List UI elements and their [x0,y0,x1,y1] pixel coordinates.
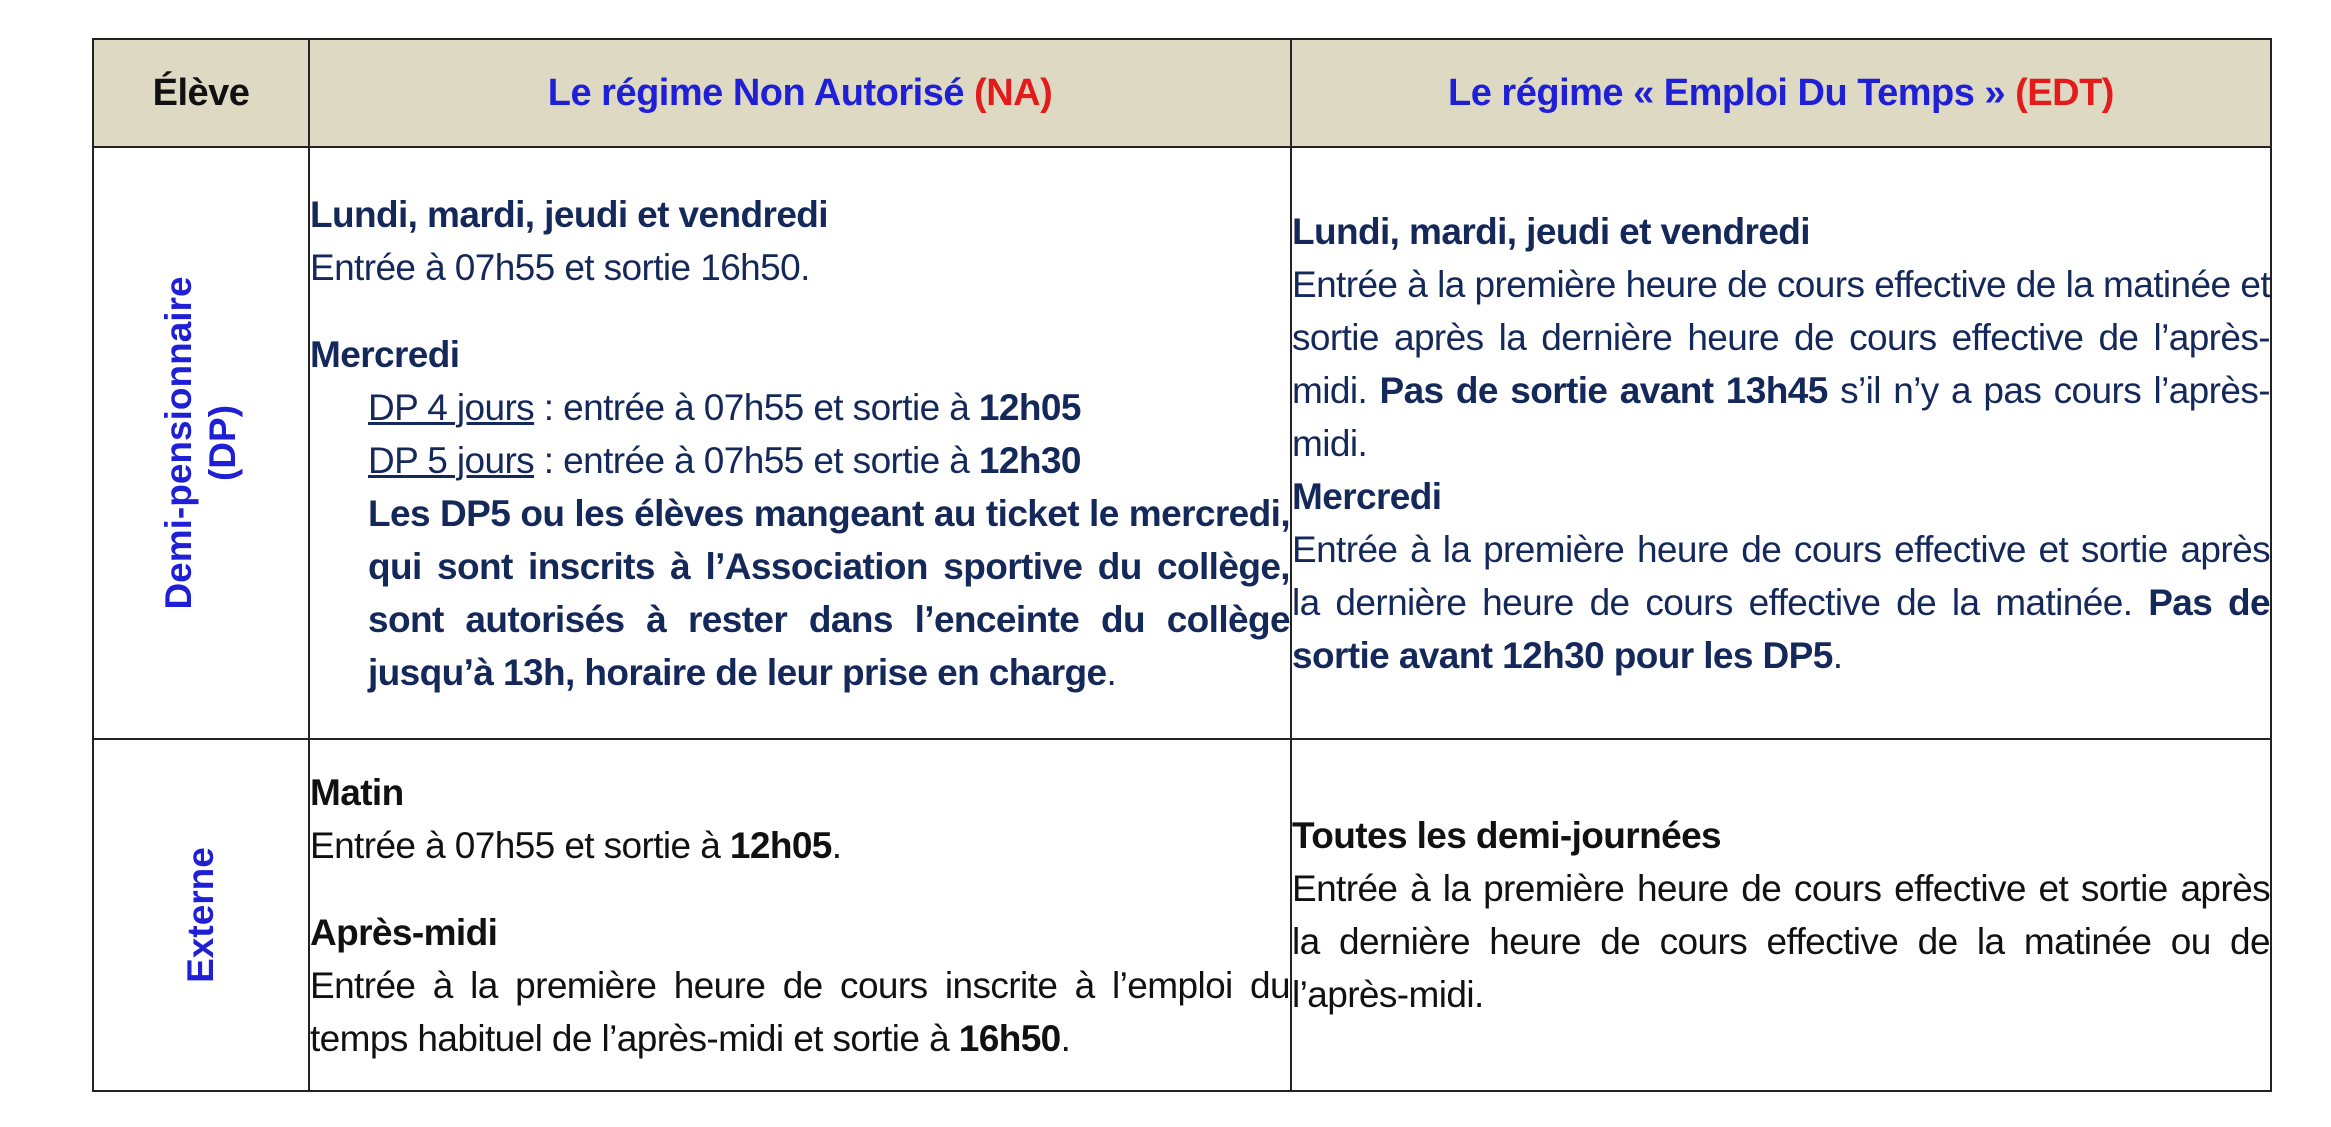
externe-na-afternoon-time: 16h50 [958,1017,1061,1059]
dp-edt-days-bold: Pas de sortie avant 13h45 [1379,369,1828,411]
dp-edt-wed-title: Mercredi [1292,475,1442,517]
header-regime-na [309,39,1291,147]
externe-na-afternoon-text: Entrée à la première heure de cours inscrite à l’emploi du temps habituel de l’après-midi et sortie à [310,964,1290,1059]
dp-edt-days-paragraph [1292,258,2270,470]
dp-edt-days-tail: s’il n’y a pas cours l’après-midi. [1292,369,2270,464]
regime-table [92,38,2272,1092]
dp-edt-wed-text: Entrée à la première heure de cours effective et sortie après la dernière heure de cours effective de la matinée. [1292,528,2270,623]
row-label-externe [93,739,309,1091]
header-row [93,39,2271,147]
dp4-label: DP 4 jours [368,386,535,428]
header-edt-code: (EDT) [2015,71,2114,114]
externe-na-morning-end: . [831,824,842,866]
externe-na-morning-line [310,819,1290,872]
dp4-text: : entrée à 07h55 et sortie à [534,386,979,428]
header-na-code: (NA) [974,71,1053,114]
header-eleve: Élève [93,39,309,147]
row-label-dp [93,147,309,739]
header-na-label: Le régime Non Autorisé [547,71,964,114]
dp5-note-bold: Les DP5 ou les élèves mangeant au ticket le mercredi, qui sont inscrits à l’Association sportive du collège, sont autorisés à rester dans l’enceinte du collège jusqu’à 13h, horaire de leur prise en charge [368,492,1290,693]
externe-na-afternoon-end: . [1060,1017,1071,1059]
header-regime-edt [1291,39,2271,147]
externe-edt-title: Toutes les demi-journées [1292,815,1722,856]
dp5-note-end: . [1106,651,1117,693]
dp-na-cell [309,147,1291,739]
dp4-line [368,381,1290,434]
externe-na-afternoon-title: Après-midi [310,911,498,953]
dp-label-line2: (DP) [202,404,243,482]
dp-edt-days-text: Entrée à la première heure de cours effective de la matinée et sortie après la dernière heure de cours effective de l’après-midi. [1292,263,2270,411]
dp-na-wed-list [310,381,1290,699]
dp-edt-wed-bold: Pas de sortie avant 12h30 pour les DP5 [1292,581,2270,676]
externe-na-afternoon-paragraph [310,959,1290,1065]
externe-na-morning-text: Entrée à 07h55 et sortie à [310,824,730,866]
dp-edt-wed-tail: . [1832,634,1843,676]
externe-edt-text: Entrée à la première heure de cours effective et sortie après la dernière heure de cours effective de la matinée ou de l’après-midi. [1292,868,2270,1015]
dp5-label: DP 5 jours [368,439,535,481]
dp4-time: 12h05 [978,386,1081,428]
externe-edt-cell [1291,739,2271,1091]
row-externe [93,739,2271,1091]
dp-edt-days-title: Lundi, mardi, jeudi et vendredi [1292,210,1810,252]
dp-na-wed-title: Mercredi [310,333,460,375]
externe-na-morning-title: Matin [310,771,404,813]
header-edt-label: Le régime « Emploi Du Temps » [1448,71,2006,114]
dp-label-line1: Demi-pensionnaire [158,276,199,610]
externe-label: Externe [180,847,221,983]
dp-edt-cell [1291,147,2271,739]
row-demi-pensionnaire [93,147,2271,739]
dp-edt-wed-paragraph [1292,523,2270,682]
dp5-text: : entrée à 07h55 et sortie à [534,439,979,481]
dp-na-days-text: Entrée à 07h55 et sortie 16h50. [310,246,810,288]
dp-na-days-title: Lundi, mardi, jeudi et vendredi [310,193,828,235]
dp5-time: 12h30 [978,439,1081,481]
dp5-note [368,487,1290,699]
externe-na-morning-time: 12h05 [729,824,832,866]
externe-na-cell [309,739,1291,1091]
dp5-line [368,434,1290,487]
